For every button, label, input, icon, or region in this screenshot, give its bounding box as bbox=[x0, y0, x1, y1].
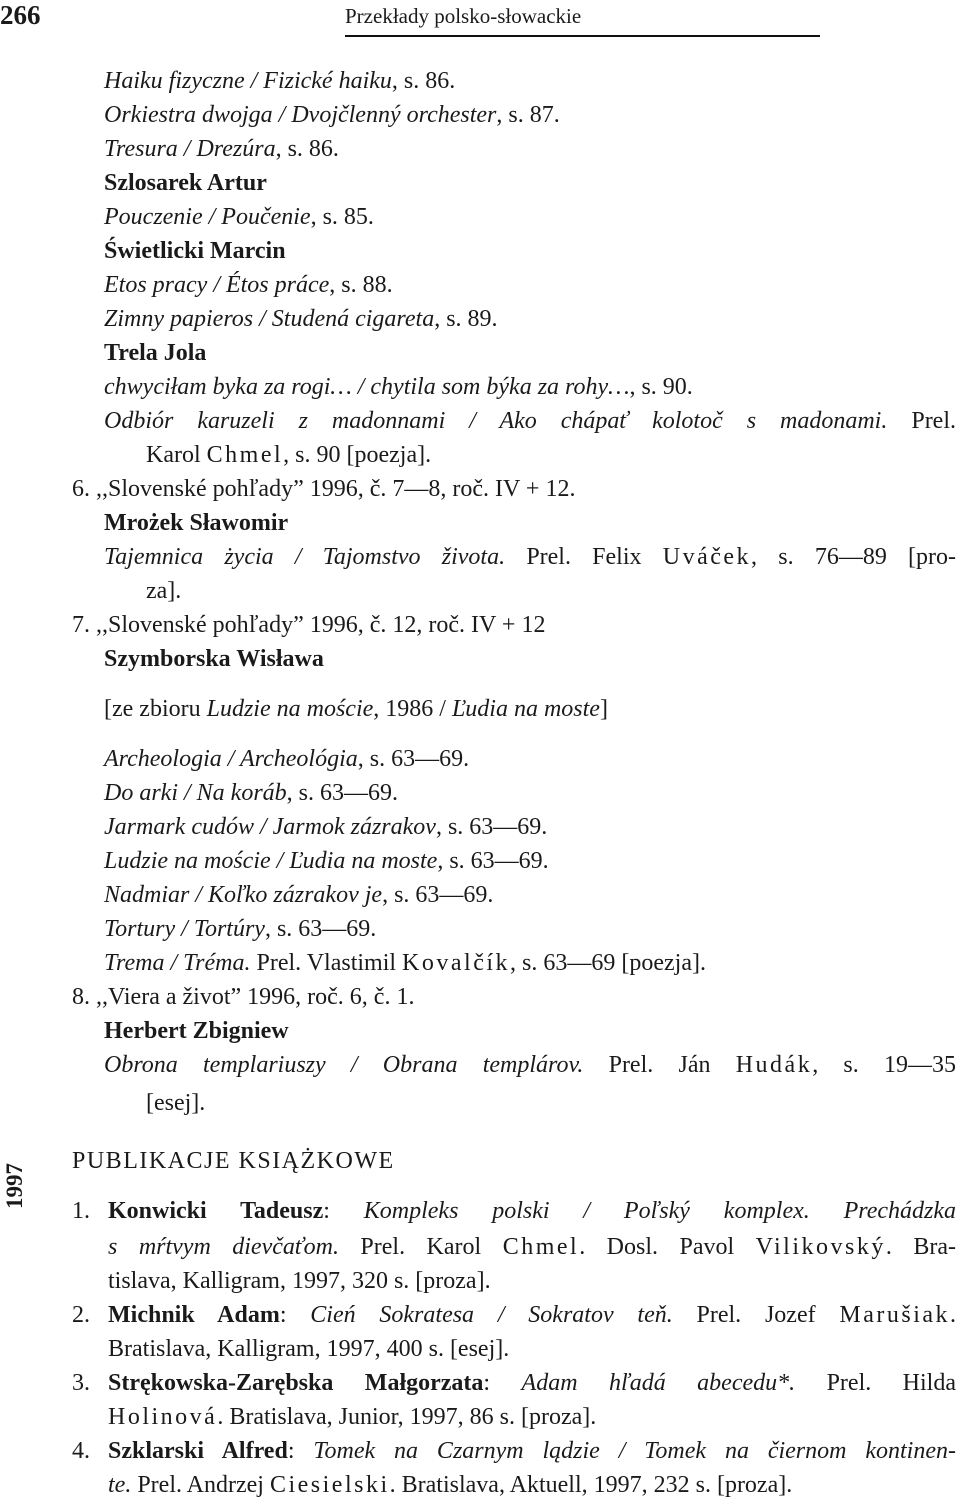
book-author: Szklarski Alfred bbox=[108, 1438, 288, 1464]
entry-title: Ludzie na moście / Ľudia na moste bbox=[104, 848, 438, 874]
entry-title: Orkiestra dwojga / Dvojčlenný orchester bbox=[104, 102, 497, 128]
entry-pages: , s. 90. bbox=[629, 374, 693, 400]
entry-pages: , s. 90 [poezja]. bbox=[283, 442, 432, 468]
entry-line-continuation: [esej]. bbox=[146, 1090, 206, 1116]
serial-heading: 7. ,,Slovenské pohľady” 1996, č. 12, roč. IV + 12 bbox=[72, 612, 546, 638]
author-heading: Trela Jola bbox=[104, 340, 207, 366]
entry-title: Zimny papieros / Studená cigareta bbox=[104, 306, 435, 332]
book-number: 1. bbox=[72, 1198, 90, 1224]
translator-surname: Marušiak bbox=[839, 1302, 951, 1328]
period: . bbox=[950, 1302, 957, 1328]
entry-line bbox=[104, 948, 706, 978]
entry-pages: , s. 19—35 bbox=[812, 1052, 957, 1078]
book-title: Tomek na Czarnym lądzie / Tomek na čiernom kontinen- bbox=[313, 1438, 956, 1464]
serial-heading: 8. ,,Viera a život” 1996, roč. 6, č. 1. bbox=[72, 984, 415, 1010]
entry-pages: , s. 86. bbox=[275, 136, 339, 162]
author-colon: : bbox=[323, 1198, 330, 1224]
book-entry bbox=[108, 1436, 956, 1466]
translator-surname: Kovalčík bbox=[402, 950, 511, 976]
author-heading: Herbert Zbigniew bbox=[104, 1018, 289, 1044]
translator-prefix: Prel. Karol bbox=[338, 1234, 503, 1260]
entry-line bbox=[104, 304, 498, 334]
entry-line bbox=[104, 372, 693, 402]
entry-translator-prefix: Prel. Ján bbox=[608, 1052, 736, 1078]
entry-line bbox=[104, 100, 560, 130]
translator-surname: Uváček bbox=[662, 544, 752, 570]
book-entry bbox=[108, 1232, 956, 1262]
collection-suffix: ] bbox=[599, 696, 608, 722]
book-author: Konwicki Tadeusz bbox=[108, 1198, 324, 1224]
entry-title: Jarmark cudów / Jarmok zázrakov bbox=[104, 814, 436, 840]
entry-title: Haiku fizyczne / Fizické haiku bbox=[104, 68, 392, 94]
imprint-start: . Bra- bbox=[885, 1234, 956, 1260]
side-year-label: 1997 bbox=[2, 1163, 27, 1209]
book-title: Adam hľadá abecedu*. bbox=[521, 1370, 796, 1396]
book-imprint: Bratislava, Kalligram, 1997, 400 s. [esej]. bbox=[108, 1336, 510, 1362]
entry-title: Obrona templariuszy / Obrana templárov. bbox=[104, 1052, 584, 1078]
translator-surname: Hudák bbox=[735, 1052, 813, 1078]
imprint: . Bratislava, Junior, 1997, 86 s. [proza]. bbox=[217, 1404, 597, 1430]
entry-title: Nadmiar / Koľko zázrakov je bbox=[104, 882, 383, 908]
author-heading: Szlosarek Artur bbox=[104, 170, 267, 196]
book-entry bbox=[108, 1196, 956, 1226]
page-number: 266 bbox=[0, 0, 41, 30]
book-title: Cień Sokratesa / Sokratov teň. bbox=[310, 1302, 673, 1328]
entry-line-continuation: za]. bbox=[146, 578, 182, 604]
entry-title: Archeologia / Archeológia bbox=[104, 746, 358, 772]
entry-line bbox=[104, 914, 376, 944]
section-title: PUBLIKACJE KSIĄŻKOWE bbox=[72, 1148, 395, 1174]
imprint: . Bratislava, Aktuell, 1997, 232 s. [proza]. bbox=[389, 1472, 793, 1498]
book-title: s mŕtvym dievčaťom. bbox=[108, 1234, 339, 1260]
book-imprint bbox=[108, 1470, 792, 1500]
book-number: 3. bbox=[72, 1370, 90, 1396]
author-heading: Mrożek Sławomir bbox=[104, 510, 289, 536]
entry-line bbox=[104, 134, 339, 164]
entry-line bbox=[104, 880, 493, 910]
translator-surname: Ciesielski bbox=[269, 1472, 390, 1498]
entry-pages: , s. 86. bbox=[391, 68, 456, 94]
book-author: Strękowska-Zarębska Małgorzata bbox=[108, 1370, 484, 1396]
collection-title: Ludzie na moście bbox=[206, 696, 374, 722]
book-title: te. bbox=[108, 1472, 132, 1498]
translator-prefix: Prel. Jozef bbox=[672, 1302, 840, 1328]
entry-line bbox=[104, 270, 393, 300]
author-colon: : bbox=[483, 1370, 491, 1396]
author-colon: : bbox=[287, 1438, 295, 1464]
entry-line bbox=[104, 812, 547, 842]
entry-line bbox=[104, 744, 469, 774]
collection-note bbox=[104, 694, 608, 724]
author-heading: Szymborska Wisława bbox=[104, 646, 324, 672]
author-colon: : bbox=[279, 1302, 287, 1328]
entry-pages: , s. 76—89 [pro- bbox=[751, 544, 957, 570]
book-imprint bbox=[108, 1402, 596, 1432]
entry-line bbox=[104, 1050, 956, 1080]
afterword-prefix: . Dosl. Pavol bbox=[579, 1234, 756, 1260]
afterword-surname: Vilikovský bbox=[755, 1234, 886, 1260]
entry-title: Etos pracy / Étos práce bbox=[104, 272, 330, 298]
entry-pages: , s. 85. bbox=[310, 204, 374, 230]
entry-title: chwyciłam byka za rogi… / chytila som býka za rohy… bbox=[104, 374, 630, 400]
entry-pages: , s. 63—69. bbox=[382, 882, 494, 908]
translator-prefix: Prel. Hilda bbox=[795, 1370, 957, 1396]
entry-title: Tortury / Tortúry bbox=[104, 916, 265, 942]
translator-prefix: Prel. Andrzej bbox=[131, 1472, 270, 1498]
entry-line bbox=[146, 440, 431, 470]
entry-line bbox=[104, 846, 549, 876]
header-rule bbox=[345, 35, 820, 37]
entry-pages: , s. 87. bbox=[496, 102, 560, 128]
author-heading: Świetlicki Marcin bbox=[104, 238, 286, 264]
entry-line bbox=[104, 542, 956, 572]
book-author: Michnik Adam bbox=[108, 1302, 280, 1328]
book-title: Kompleks polski / Poľský komplex. Prechádzka bbox=[363, 1198, 956, 1224]
book-number: 4. bbox=[72, 1438, 90, 1464]
entry-line bbox=[104, 202, 374, 232]
entry-title: Do arki / Na koráb bbox=[104, 780, 287, 806]
entry-pages: , s. 63—69. bbox=[435, 814, 548, 840]
entry-line bbox=[104, 778, 398, 808]
collection-title-translated: Ľudia na moste bbox=[451, 696, 600, 722]
translator-surname: Chmel bbox=[502, 1234, 580, 1260]
entry-pages: , s. 89. bbox=[434, 306, 498, 332]
translator-first-name: Karol bbox=[146, 442, 207, 468]
running-title: Przekłady polsko-słowackie bbox=[345, 4, 582, 28]
entry-pages: , s. 63—69. bbox=[357, 746, 470, 772]
entry-translator-prefix: Prel. Felix bbox=[526, 544, 663, 570]
serial-heading: 6. ,,Slovenské pohľady” 1996, č. 7—8, roč. IV + 12. bbox=[72, 476, 576, 502]
entry-pages: , s. 63—69. bbox=[264, 916, 377, 942]
entry-pages: , s. 63—69 [poezja]. bbox=[510, 950, 706, 976]
entry-pages: , s. 63—69. bbox=[286, 780, 399, 806]
collection-year: , 1986 / bbox=[373, 696, 452, 722]
entry-title: Tresura / Drezúra bbox=[104, 136, 276, 162]
entry-title: Odbiór karuzeli z madonnami / Ako chápať kolotoč s madonami. bbox=[104, 408, 888, 434]
entry-pages: , s. 63—69. bbox=[437, 848, 549, 874]
entry-title: Pouczenie / Poučenie bbox=[104, 204, 311, 230]
entry-translator-prefix: Prel. Vlastimil bbox=[250, 950, 403, 976]
entry-translator-prefix: Prel. bbox=[911, 408, 957, 434]
entry-title: Trema / Tréma. bbox=[104, 950, 251, 976]
book-number: 2. bbox=[72, 1302, 90, 1328]
entry-line bbox=[104, 66, 455, 96]
entry-pages: , s. 88. bbox=[329, 272, 393, 298]
book-entry bbox=[108, 1368, 956, 1398]
page-header bbox=[0, 0, 960, 40]
book-imprint: tislava, Kalligram, 1997, 320 s. [proza]. bbox=[108, 1268, 491, 1294]
translator-surname: Chmel bbox=[206, 442, 284, 468]
collection-prefix: [ze zbioru bbox=[104, 696, 207, 722]
entry-title: Tajemnica życia / Tajomstvo života. bbox=[104, 544, 506, 570]
entry-line bbox=[104, 406, 956, 436]
translator-surname: Holinová bbox=[108, 1404, 218, 1430]
book-entry bbox=[108, 1300, 956, 1330]
